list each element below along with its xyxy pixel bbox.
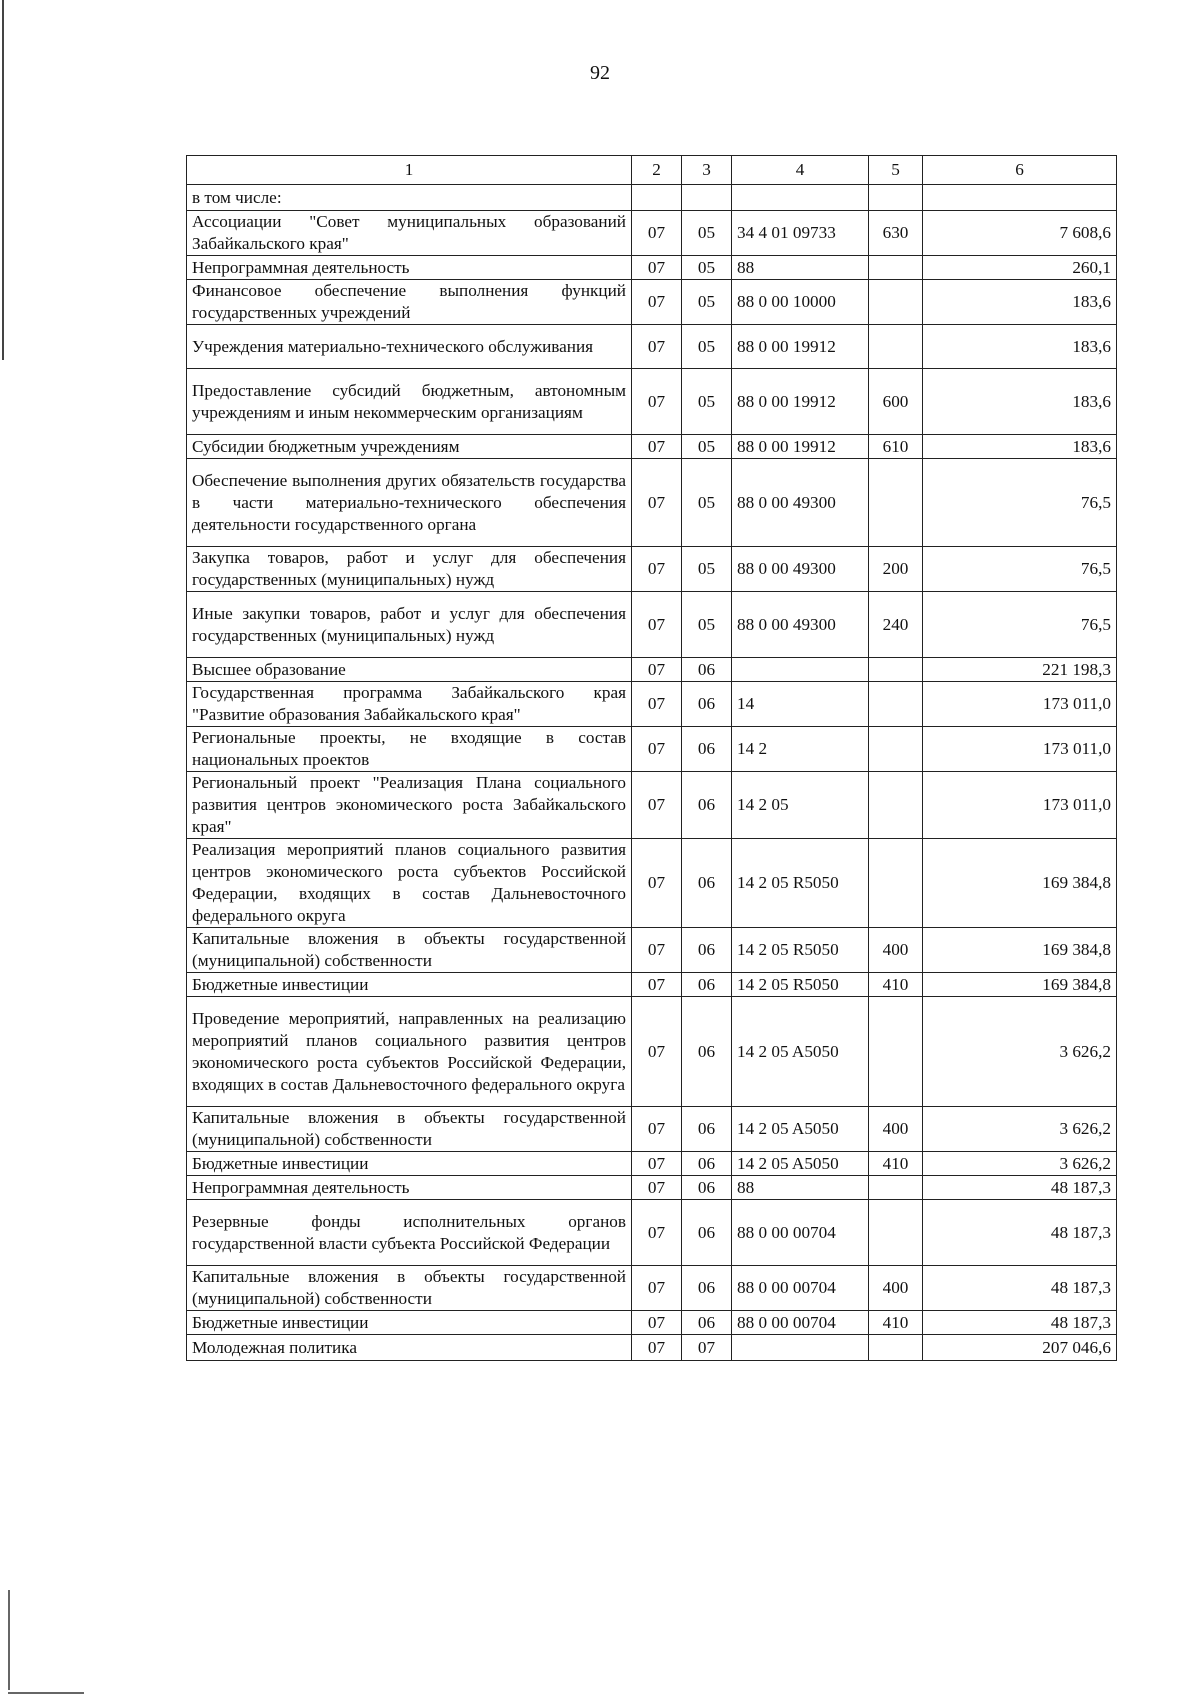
row-expense-type-cell xyxy=(869,997,923,1107)
row-name-cell: Капитальные вложения в объекты государственной (муниципальной) собственности xyxy=(187,1266,632,1311)
row-expense-type-cell: 400 xyxy=(869,1266,923,1311)
row-amount-cell: 48 187,3 xyxy=(923,1311,1117,1335)
row-target-article-cell: 88 0 00 19912 xyxy=(732,325,869,369)
table-row xyxy=(187,658,1117,682)
row-target-article-cell: 14 2 05 R5050 xyxy=(732,839,869,928)
row-subsection-cell: 06 xyxy=(682,1152,732,1176)
row-target-article-cell: 14 2 05 A5050 xyxy=(732,1107,869,1152)
table-row xyxy=(187,1107,1117,1152)
row-expense-type-cell xyxy=(869,658,923,682)
scan-margin-line xyxy=(2,0,4,360)
row-subsection-cell: 06 xyxy=(682,772,732,839)
row-name-cell: Проведение мероприятий, направленных на реализацию мероприятий планов социального развития центров экономического роста субъектов Российской Федерации, входящих в состав Дальневосточного федерального округа xyxy=(187,997,632,1107)
row-section-cell: 07 xyxy=(632,1107,682,1152)
row-name-cell: Бюджетные инвестиции xyxy=(187,1311,632,1335)
row-name-cell: Государственная программа Забайкальского края "Развитие образования Забайкальского края" xyxy=(187,682,632,727)
row-amount-cell: 76,5 xyxy=(923,592,1117,658)
row-section-cell: 07 xyxy=(632,369,682,435)
table-row xyxy=(187,592,1117,658)
row-amount-cell: 173 011,0 xyxy=(923,772,1117,839)
row-subsection-cell: 05 xyxy=(682,459,732,547)
row-target-article-cell: 14 xyxy=(732,682,869,727)
row-target-article-cell: 88 0 00 49300 xyxy=(732,459,869,547)
row-amount-cell: 183,6 xyxy=(923,325,1117,369)
row-expense-type-cell xyxy=(869,772,923,839)
row-expense-type-cell: 410 xyxy=(869,1152,923,1176)
budget-table xyxy=(186,155,1117,1361)
row-name-cell: Обеспечение выполнения других обязательств государства в части материально-технического обеспечения деятельности государственного органа xyxy=(187,459,632,547)
row-section-cell xyxy=(632,185,682,211)
row-expense-type-cell xyxy=(869,682,923,727)
row-expense-type-cell xyxy=(869,325,923,369)
row-name-cell: Ассоциации "Совет муниципальных образований Забайкальского края" xyxy=(187,211,632,256)
table-row xyxy=(187,1335,1117,1361)
row-amount-cell: 183,6 xyxy=(923,435,1117,459)
row-target-article-cell: 14 2 05 R5050 xyxy=(732,973,869,997)
row-expense-type-cell: 200 xyxy=(869,547,923,592)
row-amount-cell: 173 011,0 xyxy=(923,682,1117,727)
row-amount-cell: 169 384,8 xyxy=(923,928,1117,973)
row-section-cell: 07 xyxy=(632,1176,682,1200)
table-row xyxy=(187,727,1117,772)
row-target-article-cell: 88 0 00 49300 xyxy=(732,547,869,592)
row-target-article-cell: 14 2 05 R5050 xyxy=(732,928,869,973)
row-section-cell: 07 xyxy=(632,325,682,369)
row-subsection-cell: 06 xyxy=(682,973,732,997)
column-header: 5 xyxy=(869,156,923,185)
table-row xyxy=(187,256,1117,280)
row-expense-type-cell xyxy=(869,1176,923,1200)
row-name-cell: Капитальные вложения в объекты государственной (муниципальной) собственности xyxy=(187,1107,632,1152)
row-amount-cell: 183,6 xyxy=(923,280,1117,325)
row-target-article-cell: 88 0 00 10000 xyxy=(732,280,869,325)
row-subsection-cell: 06 xyxy=(682,1200,732,1266)
row-target-article-cell: 88 0 00 00704 xyxy=(732,1200,869,1266)
row-name-cell: Субсидии бюджетным учреждениям xyxy=(187,435,632,459)
row-amount-cell: 48 187,3 xyxy=(923,1200,1117,1266)
column-header: 3 xyxy=(682,156,732,185)
row-subsection-cell: 05 xyxy=(682,369,732,435)
row-subsection-cell: 06 xyxy=(682,727,732,772)
row-section-cell: 07 xyxy=(632,211,682,256)
row-section-cell: 07 xyxy=(632,459,682,547)
row-section-cell: 07 xyxy=(632,592,682,658)
row-section-cell: 07 xyxy=(632,1200,682,1266)
table-row xyxy=(187,839,1117,928)
row-target-article-cell: 88 0 00 49300 xyxy=(732,592,869,658)
row-name-cell: Учреждения материально-технического обслуживания xyxy=(187,325,632,369)
row-subsection-cell: 05 xyxy=(682,211,732,256)
table-row xyxy=(187,772,1117,839)
row-expense-type-cell xyxy=(869,727,923,772)
table-row xyxy=(187,997,1117,1107)
budget-table-container xyxy=(186,155,1116,1361)
row-amount-cell: 207 046,6 xyxy=(923,1335,1117,1361)
table-row xyxy=(187,185,1117,211)
row-subsection-cell: 05 xyxy=(682,592,732,658)
table-row xyxy=(187,1152,1117,1176)
row-target-article-cell xyxy=(732,1335,869,1361)
table-row xyxy=(187,1200,1117,1266)
row-name-cell: Молодежная политика xyxy=(187,1335,632,1361)
row-amount-cell: 76,5 xyxy=(923,547,1117,592)
row-target-article-cell: 88 xyxy=(732,1176,869,1200)
table-row xyxy=(187,459,1117,547)
row-amount-cell: 183,6 xyxy=(923,369,1117,435)
table-row xyxy=(187,211,1117,256)
row-expense-type-cell: 610 xyxy=(869,435,923,459)
row-subsection-cell: 05 xyxy=(682,256,732,280)
row-name-cell: в том числе: xyxy=(187,185,632,211)
row-name-cell: Резервные фонды исполнительных органов государственной власти субъекта Российской Федерации xyxy=(187,1200,632,1266)
row-expense-type-cell: 410 xyxy=(869,1311,923,1335)
row-target-article-cell xyxy=(732,185,869,211)
row-name-cell: Реализация мероприятий планов социального развития центров экономического роста субъектов Российской Федерации, входящих в состав Дальневосточного федерального округа xyxy=(187,839,632,928)
row-name-cell: Финансовое обеспечение выполнения функций государственных учреждений xyxy=(187,280,632,325)
row-section-cell: 07 xyxy=(632,1266,682,1311)
row-amount-cell: 169 384,8 xyxy=(923,973,1117,997)
row-target-article-cell: 14 2 xyxy=(732,727,869,772)
row-subsection-cell: 07 xyxy=(682,1335,732,1361)
row-subsection-cell: 06 xyxy=(682,1107,732,1152)
row-section-cell: 07 xyxy=(632,727,682,772)
row-amount-cell: 173 011,0 xyxy=(923,727,1117,772)
table-row xyxy=(187,325,1117,369)
table-row xyxy=(187,928,1117,973)
row-amount-cell: 7 608,6 xyxy=(923,211,1117,256)
row-amount-cell: 48 187,3 xyxy=(923,1266,1117,1311)
scan-margin-line xyxy=(8,1692,84,1694)
row-target-article-cell: 34 4 01 09733 xyxy=(732,211,869,256)
row-target-article-cell: 14 2 05 A5050 xyxy=(732,1152,869,1176)
table-row xyxy=(187,1176,1117,1200)
row-name-cell: Иные закупки товаров, работ и услуг для обеспечения государственных (муниципальных) нужд xyxy=(187,592,632,658)
row-target-article-cell: 88 0 00 19912 xyxy=(732,369,869,435)
row-expense-type-cell xyxy=(869,1200,923,1266)
row-section-cell: 07 xyxy=(632,658,682,682)
row-subsection-cell: 06 xyxy=(682,839,732,928)
row-expense-type-cell xyxy=(869,256,923,280)
row-section-cell: 07 xyxy=(632,1311,682,1335)
row-amount-cell: 3 626,2 xyxy=(923,1152,1117,1176)
row-subsection-cell: 06 xyxy=(682,1176,732,1200)
row-name-cell: Региональный проект "Реализация Плана социального развития центров экономического роста Забайкальского края" xyxy=(187,772,632,839)
row-subsection-cell: 06 xyxy=(682,1311,732,1335)
row-expense-type-cell: 600 xyxy=(869,369,923,435)
row-target-article-cell: 88 0 00 00704 xyxy=(732,1266,869,1311)
row-section-cell: 07 xyxy=(632,280,682,325)
row-name-cell: Бюджетные инвестиции xyxy=(187,973,632,997)
table-header-row xyxy=(187,156,1117,185)
row-expense-type-cell xyxy=(869,839,923,928)
row-section-cell: 07 xyxy=(632,928,682,973)
row-expense-type-cell: 400 xyxy=(869,1107,923,1152)
row-section-cell: 07 xyxy=(632,839,682,928)
row-subsection-cell: 06 xyxy=(682,658,732,682)
row-amount-cell: 260,1 xyxy=(923,256,1117,280)
row-expense-type-cell xyxy=(869,1335,923,1361)
row-section-cell: 07 xyxy=(632,973,682,997)
row-name-cell: Бюджетные инвестиции xyxy=(187,1152,632,1176)
row-subsection-cell: 06 xyxy=(682,928,732,973)
row-subsection-cell: 05 xyxy=(682,280,732,325)
table-row xyxy=(187,280,1117,325)
row-expense-type-cell xyxy=(869,459,923,547)
row-subsection-cell xyxy=(682,185,732,211)
row-name-cell: Предоставление субсидий бюджетным, автономным учреждениям и иным некоммерческим организациям xyxy=(187,369,632,435)
row-subsection-cell: 06 xyxy=(682,1266,732,1311)
column-header: 6 xyxy=(923,156,1117,185)
row-subsection-cell: 05 xyxy=(682,435,732,459)
table-row xyxy=(187,435,1117,459)
row-expense-type-cell xyxy=(869,280,923,325)
row-expense-type-cell: 400 xyxy=(869,928,923,973)
row-expense-type-cell xyxy=(869,185,923,211)
row-amount-cell: 48 187,3 xyxy=(923,1176,1117,1200)
row-amount-cell: 3 626,2 xyxy=(923,1107,1117,1152)
row-expense-type-cell: 410 xyxy=(869,973,923,997)
table-row xyxy=(187,682,1117,727)
row-section-cell: 07 xyxy=(632,1335,682,1361)
page-number: 92 xyxy=(590,62,610,84)
row-subsection-cell: 06 xyxy=(682,997,732,1107)
row-amount-cell: 169 384,8 xyxy=(923,839,1117,928)
row-name-cell: Закупка товаров, работ и услуг для обеспечения государственных (муниципальных) нужд xyxy=(187,547,632,592)
row-target-article-cell: 88 xyxy=(732,256,869,280)
row-name-cell: Высшее образование xyxy=(187,658,632,682)
row-subsection-cell: 05 xyxy=(682,547,732,592)
row-subsection-cell: 05 xyxy=(682,325,732,369)
column-header: 4 xyxy=(732,156,869,185)
row-section-cell: 07 xyxy=(632,682,682,727)
row-name-cell: Капитальные вложения в объекты государственной (муниципальной) собственности xyxy=(187,928,632,973)
row-amount-cell: 3 626,2 xyxy=(923,997,1117,1107)
row-target-article-cell: 14 2 05 xyxy=(732,772,869,839)
scan-margin-line xyxy=(8,1590,10,1690)
row-section-cell: 07 xyxy=(632,435,682,459)
row-target-article-cell: 88 0 00 00704 xyxy=(732,1311,869,1335)
row-target-article-cell xyxy=(732,658,869,682)
column-header: 2 xyxy=(632,156,682,185)
table-row xyxy=(187,1266,1117,1311)
row-target-article-cell: 88 0 00 19912 xyxy=(732,435,869,459)
row-name-cell: Непрограммная деятельность xyxy=(187,256,632,280)
table-row xyxy=(187,973,1117,997)
row-name-cell: Непрограммная деятельность xyxy=(187,1176,632,1200)
row-amount-cell xyxy=(923,185,1117,211)
row-expense-type-cell: 630 xyxy=(869,211,923,256)
row-section-cell: 07 xyxy=(632,547,682,592)
table-row xyxy=(187,547,1117,592)
row-name-cell: Региональные проекты, не входящие в состав национальных проектов xyxy=(187,727,632,772)
table-row xyxy=(187,1311,1117,1335)
row-section-cell: 07 xyxy=(632,772,682,839)
column-header: 1 xyxy=(187,156,632,185)
row-amount-cell: 221 198,3 xyxy=(923,658,1117,682)
row-subsection-cell: 06 xyxy=(682,682,732,727)
row-amount-cell: 76,5 xyxy=(923,459,1117,547)
row-section-cell: 07 xyxy=(632,256,682,280)
row-target-article-cell: 14 2 05 A5050 xyxy=(732,997,869,1107)
row-section-cell: 07 xyxy=(632,1152,682,1176)
table-row xyxy=(187,369,1117,435)
row-expense-type-cell: 240 xyxy=(869,592,923,658)
row-section-cell: 07 xyxy=(632,997,682,1107)
